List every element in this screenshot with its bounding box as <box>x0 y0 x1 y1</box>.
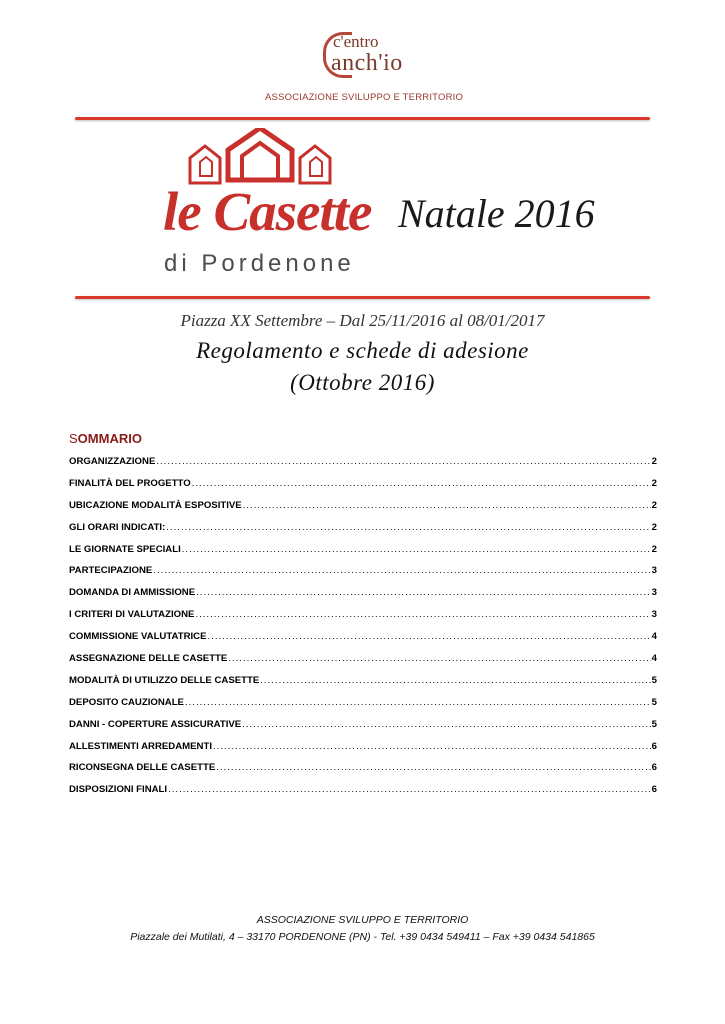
toc-entry[interactable] <box>69 500 657 522</box>
toc-leader <box>168 784 651 795</box>
toc-leader <box>182 544 651 555</box>
toc-entry-label: PARTECIPAZIONE <box>69 565 153 577</box>
toc-entry-page: 6 <box>651 740 657 752</box>
document-date: (Ottobre 2016) <box>290 370 435 395</box>
toc-leader <box>213 741 651 752</box>
toc-entry-page: 6 <box>651 762 657 774</box>
toc-entry-label: UBICAZIONE MODALITÀ ESPOSITIVE <box>69 499 242 511</box>
toc-entry-page: 3 <box>651 565 657 577</box>
toc-leader <box>228 653 650 664</box>
toc-entry[interactable] <box>69 719 657 741</box>
toc-leader <box>185 697 651 708</box>
toc-entry-label: DEPOSITO CAUZIONALE <box>69 696 184 708</box>
toc-entry-label: COMMISSIONE VALUTATRICE <box>69 631 207 643</box>
toc-entry[interactable] <box>69 653 657 675</box>
toc-entry[interactable] <box>69 675 657 697</box>
toc-entry-page: 3 <box>651 587 657 599</box>
toc-entry[interactable] <box>69 565 657 587</box>
toc-leader <box>216 762 650 773</box>
toc-entry-label: FINALITÀ DEL PROGETTO <box>69 477 191 489</box>
toc-leader <box>242 719 650 730</box>
toc-entry-label: RICONSEGNA DELLE CASETTE <box>69 762 216 774</box>
toc-entry[interactable] <box>69 478 657 500</box>
toc-entry-page: 2 <box>651 456 657 467</box>
toc-entry[interactable] <box>69 522 657 544</box>
event-logo-subtitle: di Pordenone <box>164 250 355 277</box>
toc-entry-page: 6 <box>651 784 657 796</box>
toc-entry-label: DOMANDA DI AMMISSIONE <box>69 587 196 599</box>
toc-entry[interactable] <box>69 587 657 609</box>
toc-entry-page: 4 <box>651 653 657 665</box>
toc-entry-label: LE GIORNATE SPECIALI <box>69 543 181 555</box>
toc-entry[interactable] <box>69 762 657 784</box>
top-divider <box>75 117 650 120</box>
toc-heading-initial: S <box>69 431 78 446</box>
toc-entry[interactable] <box>69 697 657 719</box>
document-title: Regolamento e schede di adesione <box>196 338 529 363</box>
toc-entry-label: ASSEGNAZIONE DELLE CASETTE <box>69 653 228 665</box>
logo-tagline: ASSOCIAZIONE SVILUPPO E TERRITORIO <box>265 92 464 103</box>
toc-leader <box>208 631 651 642</box>
toc-entry-label: MODALITÀ DI UTILIZZO DELLE CASETTE <box>69 674 260 686</box>
toc-entry-label: GLI ORARI INDICATI: <box>69 521 166 533</box>
toc-entry-page: 2 <box>651 543 657 555</box>
toc-leader <box>192 478 651 489</box>
toc-entry-page: 5 <box>651 674 657 686</box>
toc-entry[interactable] <box>69 631 657 653</box>
toc-leader <box>243 500 651 511</box>
event-logo-title: le Casette <box>163 181 372 242</box>
toc-leader <box>153 565 650 576</box>
logo-word-main: anch'io <box>331 50 403 76</box>
toc-entry[interactable] <box>69 784 657 806</box>
bottom-divider <box>75 296 650 299</box>
toc-heading <box>69 431 142 446</box>
toc-entry[interactable] <box>69 544 657 566</box>
footer-address: Piazzale dei Mutilati, 4 – 33170 PORDENONE (PN) - Tel. +39 0434 549411 – Fax +39 0434 541865 <box>130 931 595 943</box>
event-name: Natale 2016 <box>398 191 595 236</box>
toc-entry-page: 4 <box>651 631 657 643</box>
toc-entry-label: ORGANIZZAZIONE <box>69 456 156 467</box>
toc-entry-page: 2 <box>651 521 657 533</box>
toc-entry-page: 2 <box>651 477 657 489</box>
toc-entry-page: 5 <box>651 696 657 708</box>
logo-word-top: c'entro <box>333 32 379 51</box>
toc-leader <box>196 587 651 598</box>
toc-heading-rest: OMMARIO <box>77 431 142 446</box>
toc-leader <box>260 675 650 686</box>
toc-entry-label: I CRITERI DI VALUTAZIONE <box>69 609 195 621</box>
toc-entry-page: 3 <box>651 609 657 621</box>
toc-leader <box>195 609 650 620</box>
venue-dates: Piazza XX Settembre – Dal 25/11/2016 al 08/01/2017 <box>180 311 545 330</box>
toc-entry[interactable] <box>69 741 657 763</box>
table-of-contents <box>69 456 657 806</box>
toc-entry-label: DANNI - COPERTURE ASSICURATIVE <box>69 718 242 730</box>
toc-entry-page: 5 <box>651 718 657 730</box>
event-logo <box>160 128 372 278</box>
toc-entry-label: ALLESTIMENTI ARREDAMENTI <box>69 740 213 752</box>
toc-entry-page: 2 <box>651 499 657 511</box>
toc-leader <box>166 522 650 533</box>
toc-entry[interactable] <box>69 609 657 631</box>
toc-entry[interactable] <box>69 456 657 478</box>
footer-organization: ASSOCIAZIONE SVILUPPO E TERRITORIO <box>256 914 469 926</box>
toc-leader <box>156 456 650 467</box>
organization-logo <box>255 28 464 106</box>
toc-entry-label: DISPOSIZIONI FINALI <box>69 784 168 796</box>
houses-icon <box>160 128 365 188</box>
